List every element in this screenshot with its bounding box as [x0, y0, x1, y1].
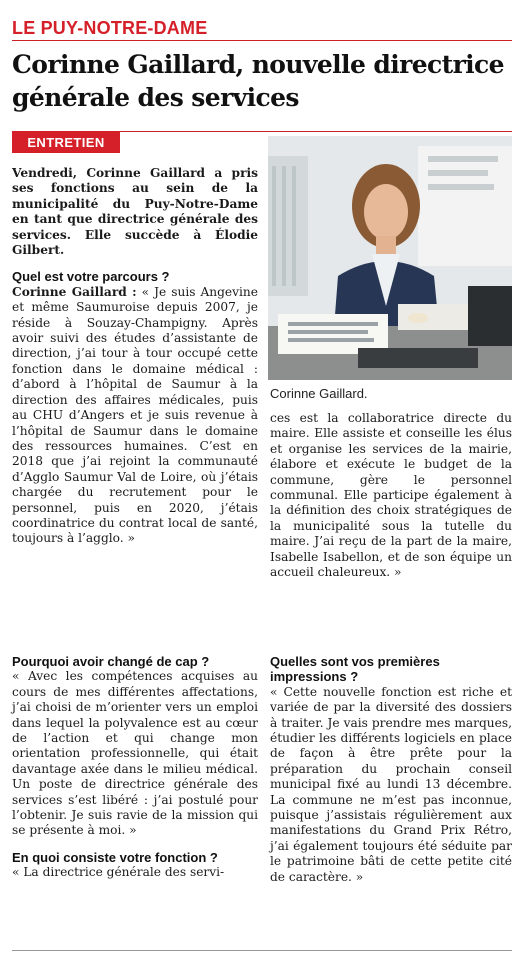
photo-caption: Corinne Gaillard. [270, 386, 368, 401]
article-headline: Corinne Gaillard, nouvelle directrice générale des services [12, 50, 504, 112]
answer-impressions: « Cette nouvelle fonction est riche et variée de par la diversité des dossiers à traiter. Je vais prendre mes marques, étudier les différents logiciels en place de façon à être prête pour la préparation du prochain conseil municipal fixé au lundi 13 décembre. La commune ne m’est pas inconnue, puisque j’assistais régulièrement aux manifestations du Grand Prix Rétro, j’ai également toujours été séduite par le patrimoine bâti de cette petite cité de caractère. » [270, 684, 512, 884]
header-rule [12, 40, 512, 41]
speaker-name: Corinne Gaillard : [12, 284, 137, 299]
article-column-right-top [270, 411, 512, 580]
question-changement: Pourquoi avoir changé de cap ? [12, 654, 210, 669]
question-impressions: Quelles sont vos premières impressions ? [270, 654, 440, 685]
article-tag: ENTRETIEN [12, 131, 120, 153]
answer-fonction-continued: ces est la collaboratrice directe du maire. Elle assiste et conseille les élus et organise les services de la mairie, élabore et exécute le budget de la commune, gère le personnel communal. Elle participe également à la définition des choix stratégiques de la municipalité sous la tutelle du maire. J’ai reçu de la part de la maire, Isabelle Isabellon, et de son équipe un accueil chaleureux. » [270, 411, 512, 580]
answer-fonction-start: « La directrice générale des servi- [12, 865, 225, 880]
article-lead: Vendredi, Corinne Gaillard a pris ses fonctions au sein de la municipalité du Puy-Notre-Dame en tant que directrice générale des services. Elle succède à Élodie Gilbert. [12, 166, 258, 258]
question-parcours: Quel est votre parcours ? [12, 269, 170, 285]
article-column-left-bottom [12, 654, 258, 881]
answer-parcours-text: « Je suis Angevine et même Saumuroise depuis 2007, je réside à Souzay-Champigny. Après avoir suivi des études d’assistante de direction, j’ai tour à tour occupé cette fonction dans le domaine médical : d’abord à l’hôpital de Saumur à la direction des affaires médicales, puis au CHU d’Angers et je suis revenue à l’hôpital de Saumur dans le domaine des ressources humaines. C’est en 2018 que j’ai rejoint la communauté d’Agglo Saumur Val de Loire, où j’étais chargée du recrutement pour le personnel, puis en 2020, j’étais coordinatrice du contrat local de santé, toujours à l’agglo. » [12, 284, 258, 546]
portrait-illustration [268, 136, 512, 380]
section-kicker: LE PUY-NOTRE-DAME [12, 18, 208, 38]
article-column-right-bottom [270, 654, 512, 885]
answer-changement: « Avec les compétences acquises au cours de mes différentes affectations, j’ai choisi de m’orienter vers un emploi dans lequel la polyvalence est au cœur de l’action et qui change mon orientation professionnelle, qui était davantage axée dans le milieu médical. Un poste de directrice générale des services s’est libéré : j’ai postulé pour l’obtenir. Je suis ravie de la mission qui se présente à moi. » [12, 669, 258, 838]
answer-parcours [12, 285, 258, 547]
question-fonction: En quoi consiste votre fonction ? [12, 849, 218, 865]
article-column-left-top [12, 166, 258, 547]
portrait-photo [268, 136, 512, 380]
bottom-rule [12, 950, 512, 951]
